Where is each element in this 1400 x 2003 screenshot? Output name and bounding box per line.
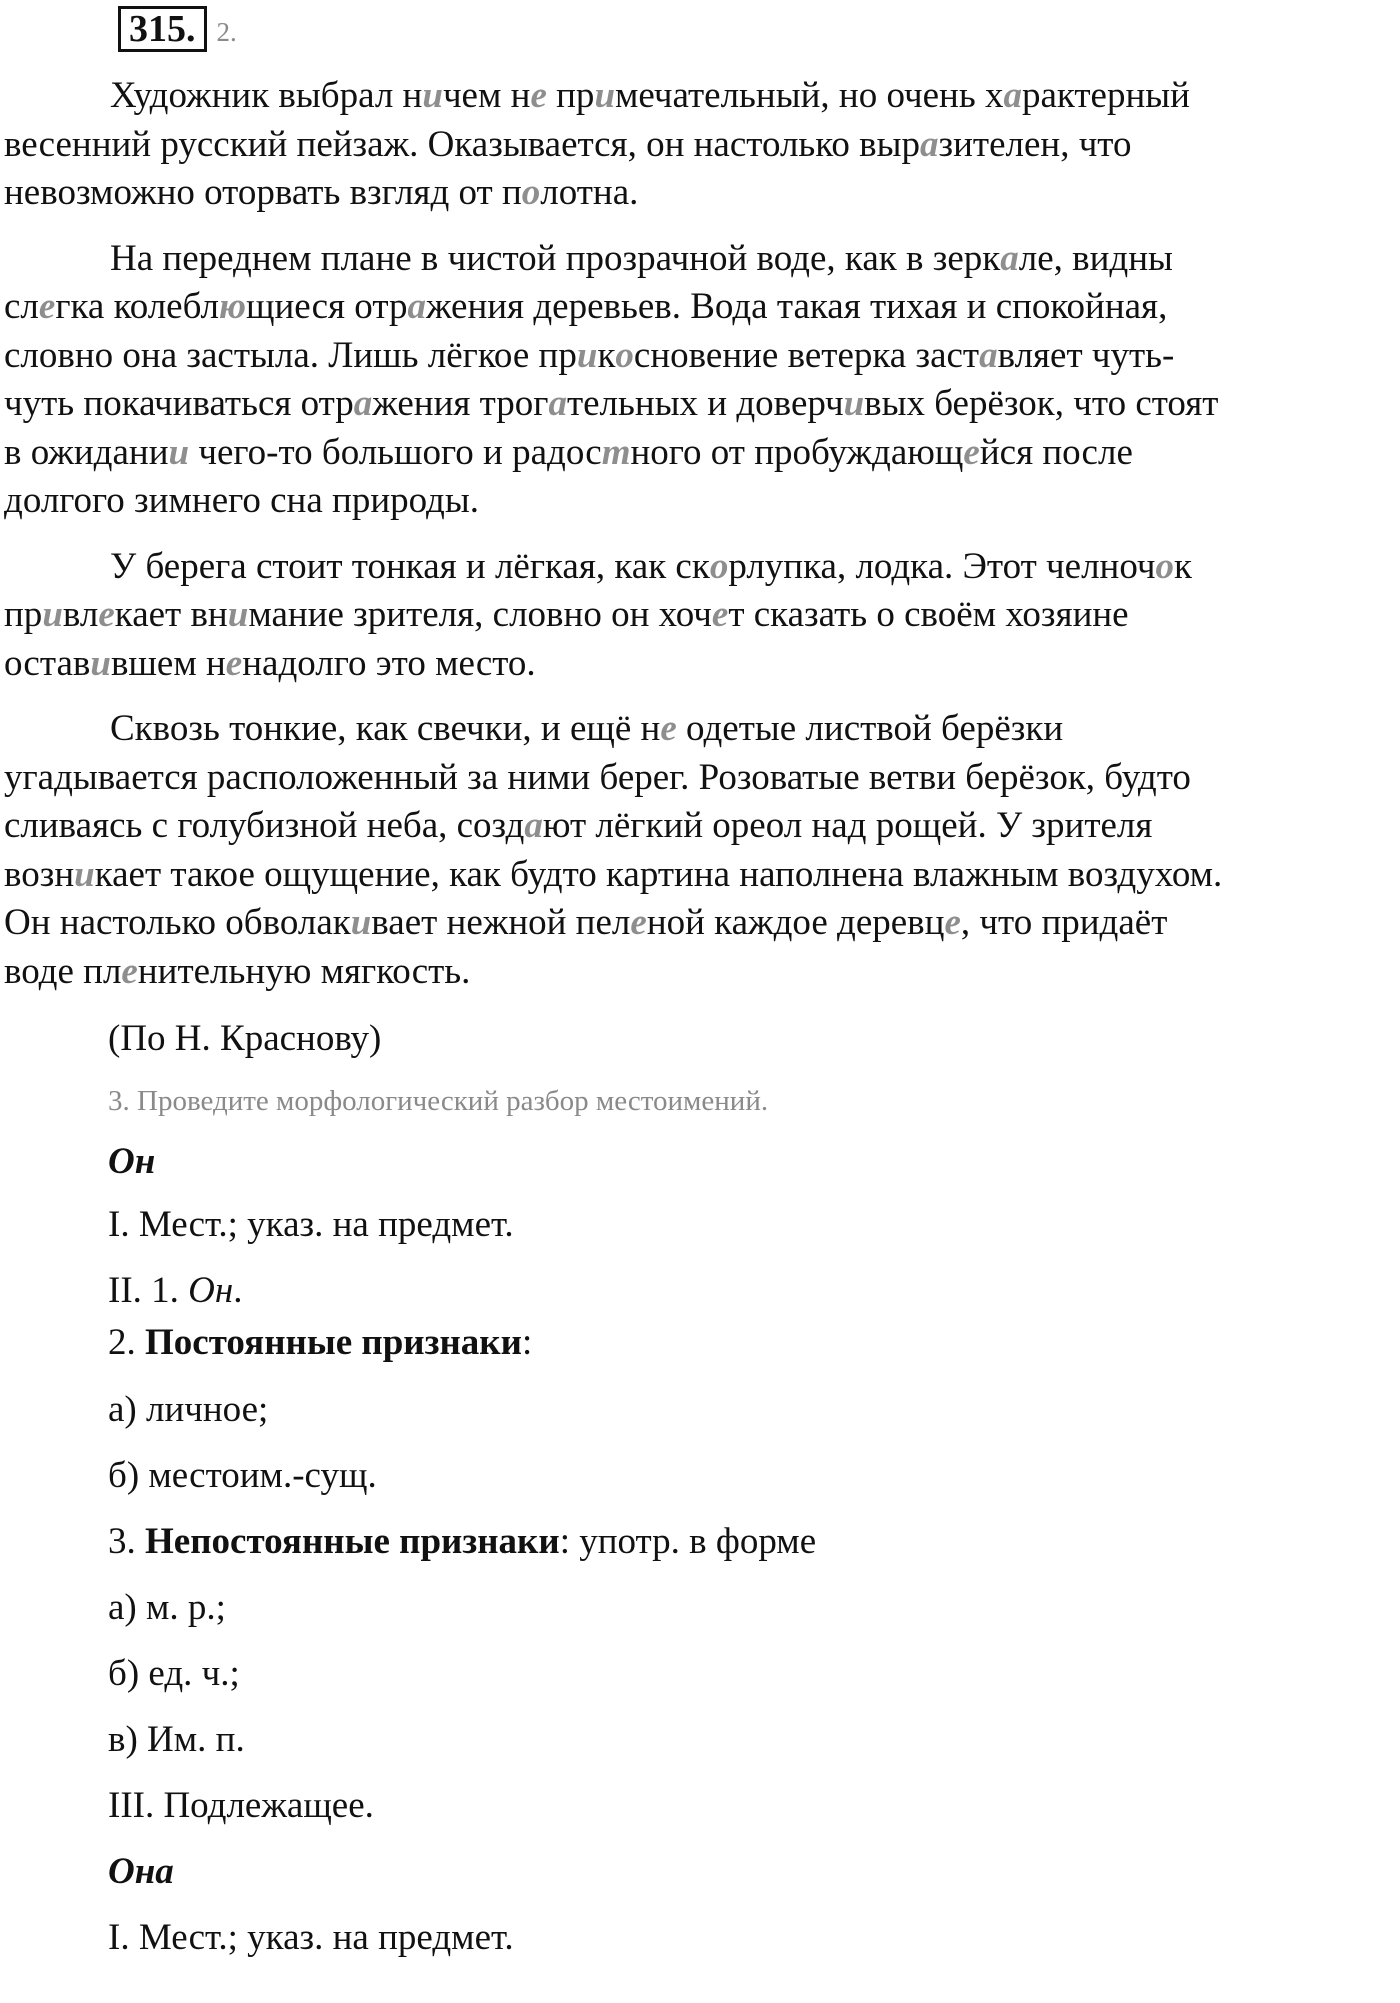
text-segment: тельных и доверч — [566, 383, 844, 424]
text-segment: гка колебл — [55, 286, 219, 327]
highlighted-letter: а — [353, 383, 373, 424]
highlighted-letter: е — [98, 594, 115, 635]
highlighted-letter: и — [594, 75, 616, 116]
highlighted-letter: и — [576, 334, 598, 376]
highlighted-letter: о — [615, 334, 634, 376]
text-segment: лотна. — [540, 172, 639, 213]
exercise-text — [4, 72, 1400, 1013]
text-segment: остав — [4, 642, 91, 684]
highlighted-letter: о — [709, 545, 729, 587]
highlighted-letter: т — [601, 431, 631, 473]
paragraph-2 — [4, 235, 1400, 526]
highlighted-letter: а — [524, 805, 543, 846]
text-segment: чем н — [442, 75, 531, 116]
text-line — [4, 640, 1400, 689]
analysis-word-ona: Она — [108, 1851, 174, 1892]
highlighted-letter: е — [630, 902, 647, 943]
text-line — [4, 899, 1400, 948]
text-segment: ной каждое деревц — [646, 902, 945, 943]
text-segment: На переднем плане в чистой прозрачной воде, как в зерк — [110, 237, 1001, 279]
analysis-row-6: 3. Непостоянные признаки: употр. в форме — [108, 1521, 817, 1562]
text-segment: нительную мягкость. — [137, 950, 471, 992]
text-segment: пр — [4, 594, 43, 635]
text-segment: к — [597, 334, 616, 376]
paragraph-4 — [4, 705, 1400, 996]
text-segment: рактерный — [1021, 75, 1190, 116]
text-segment: к — [1174, 545, 1192, 587]
text-segment: вл — [62, 594, 99, 635]
task-3-instruction: 3. Проведите морфологический разбор местоимений. — [108, 1085, 769, 1117]
text-line — [4, 705, 1400, 754]
highlighted-letter: и — [74, 853, 95, 895]
text-line — [4, 283, 1400, 332]
highlighted-letter: а — [407, 286, 426, 327]
text-source: (По Н. Краснову) — [108, 1018, 382, 1059]
text-segment: словно она застыла. Лишь лёгкое пр — [4, 334, 577, 376]
exercise-number: 315. — [118, 6, 207, 52]
highlighted-letter: е — [225, 642, 243, 684]
highlighted-letter: а — [920, 123, 939, 165]
analysis-row-1: I. Мест.; указ. на предмет. — [108, 1204, 514, 1245]
highlighted-letter: о — [521, 172, 541, 213]
analysis-row-9: в) Им. п. — [108, 1719, 245, 1760]
text-line — [4, 543, 1400, 592]
text-segment: воде пл — [4, 950, 122, 992]
highlighted-letter: е — [963, 431, 980, 473]
text-line — [4, 72, 1400, 121]
text-line — [4, 851, 1400, 900]
exercise-header — [118, 6, 237, 52]
analysis-word-on: Он — [108, 1141, 156, 1182]
text-segment: , что придаёт — [960, 902, 1168, 943]
text-segment: ного от пробуждающ — [630, 431, 964, 473]
paragraph-3 — [4, 543, 1400, 689]
highlighted-letter: а — [548, 383, 567, 424]
text-segment: жения деревьев. Вода такая тихая и спокойная, — [425, 286, 1168, 327]
highlighted-letter: а — [1000, 237, 1019, 279]
highlighted-letter: и — [42, 594, 63, 635]
text-line — [4, 121, 1400, 170]
highlighted-letter: е — [660, 708, 677, 749]
text-segment: долгого зимнего сна природы. — [4, 480, 479, 521]
text-segment: сл — [4, 286, 39, 327]
text-segment: Художник выбрал н — [110, 75, 423, 116]
text-segment: мечательный, но очень х — [615, 75, 1004, 116]
text-segment: угадывается расположенный за ними берег. Розоватые ветви берёзок, будто — [4, 756, 1191, 798]
text-segment: кает вн — [114, 594, 228, 635]
text-segment: ле, видны — [1018, 237, 1173, 279]
text-segment: весенний русский пейзаж. Оказывается, он настолько выр — [4, 123, 920, 165]
task-number-2: 2. — [216, 17, 237, 47]
text-line — [4, 477, 1400, 526]
text-segment: рлупка, лодка. Этот челноч — [728, 545, 1156, 587]
highlighted-letter: е — [121, 950, 138, 992]
text-line — [4, 591, 1400, 640]
text-segment: пр — [546, 75, 595, 116]
morphological-analysis — [108, 1138, 1388, 1980]
text-segment: йся после — [979, 431, 1133, 473]
text-line — [4, 802, 1400, 851]
highlighted-letter: а — [979, 334, 998, 376]
highlighted-letter: е — [38, 286, 56, 327]
highlighted-letter: е — [711, 594, 729, 635]
analysis-row-7: а) м. р.; — [108, 1587, 226, 1628]
text-segment: Он настолько обволак — [4, 902, 351, 943]
analysis-row-5: б) местоим.-сущ. — [108, 1455, 377, 1496]
text-line — [4, 235, 1400, 284]
text-segment: вшем н — [110, 642, 226, 684]
highlighted-letter: и — [90, 642, 111, 684]
text-segment: сливаясь с голубизной неба, созд — [4, 805, 525, 846]
text-line — [4, 948, 1400, 997]
analysis-row-8: б) ед. ч.; — [108, 1653, 240, 1694]
text-segment: ют лёгкий ореол над рощей. У зрителя — [542, 805, 1153, 846]
text-segment: мание зрителя, словно он хоч — [248, 594, 712, 635]
text-line — [4, 754, 1400, 803]
highlighted-letter: и — [843, 383, 865, 424]
text-segment: возн — [4, 853, 75, 895]
highlighted-letter: и — [422, 75, 443, 116]
text-segment: в ожидани — [4, 431, 169, 473]
text-segment: зителен, что — [938, 123, 1132, 165]
text-segment: невозможно оторвать взгляд от п — [4, 172, 522, 213]
text-segment: вает нежной пел — [371, 902, 631, 943]
text-line — [4, 169, 1400, 218]
highlighted-letter: и — [227, 594, 249, 635]
highlighted-letter: е — [530, 75, 547, 116]
analysis-row-4: а) личное; — [108, 1389, 269, 1430]
text-segment: жения трог — [372, 383, 549, 424]
highlighted-letter: а — [1003, 75, 1022, 116]
analysis-row-2: II. 1. Он. — [108, 1270, 243, 1311]
analysis-row-3: 2. Постоянные признаки: — [108, 1322, 533, 1363]
analysis-row-10: III. Подлежащее. — [108, 1785, 374, 1826]
analysis-row-11: I. Мест.; указ. на предмет. — [108, 1917, 514, 1958]
highlighted-letter: ю — [218, 286, 246, 327]
text-segment: У берега стоит тонкая и лёгкая, как ск — [110, 545, 710, 587]
text-segment: вых берёзок, что стоят — [864, 383, 1219, 424]
text-segment: вляет чуть- — [997, 334, 1175, 376]
highlighted-letter: е — [944, 902, 961, 943]
text-segment: чуть покачиваться отр — [4, 383, 354, 424]
paragraph-1 — [4, 72, 1400, 218]
text-segment: сновение ветерка заст — [633, 334, 980, 376]
text-segment: надолго это место. — [242, 642, 536, 684]
text-segment: Сквозь тонкие, как свечки, и ещё н — [110, 708, 661, 749]
text-segment: щиеся отр — [245, 286, 408, 327]
text-line — [4, 380, 1400, 429]
text-segment: чего-то большого и радос — [189, 431, 602, 473]
highlighted-letter: и — [350, 902, 372, 943]
text-segment: одетые листвой берёзки — [676, 708, 1064, 749]
highlighted-letter: и — [168, 431, 190, 473]
text-line — [4, 429, 1400, 478]
highlighted-letter: о — [1155, 545, 1174, 587]
text-segment: т сказать о своём хозяине — [728, 594, 1129, 635]
text-line — [4, 332, 1400, 381]
text-segment: кает такое ощущение, как будто картина наполнена влажным воздухом. — [94, 853, 1223, 895]
